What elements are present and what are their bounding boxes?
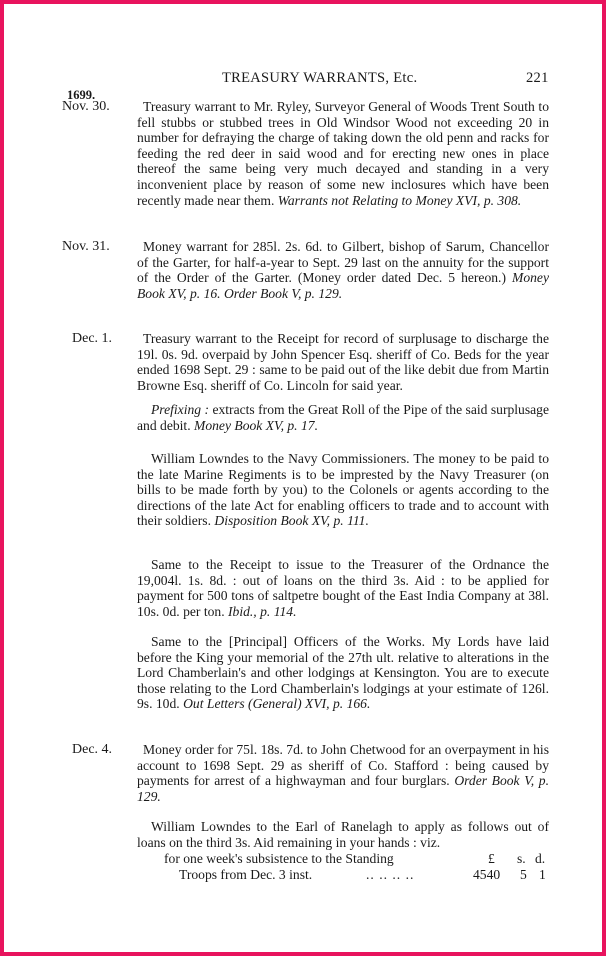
amount-pound: 4540: [473, 867, 501, 882]
dot-leaders: .. .. .. ..: [366, 867, 415, 882]
prefixing-label: Prefixing :: [151, 402, 210, 417]
entry-text: [137, 819, 549, 850]
year-label: 1699.: [67, 88, 96, 102]
entry-body: William Lowndes to the Navy Commissioners. The money to be paid to the late Marine Regiments is to be imprested by the Navy Treasurer (on bills to be made forth by you) to the Colonels or agents according to the directions of the late Act for enabling officers to trade and to account with their soldiers.: [137, 451, 549, 529]
entry-reference: Disposition Book XV, p. 111.: [214, 513, 369, 529]
entry-body: Same to the Receipt to issue to the Treasurer of the Ordnance the 19,004l. 1s. 8d. : out of loans on the third 3s. Aid : to be applied for payment for 500 tons of saltpetre bought of the East India Company at 38l. 10s. 0d. per ton.: [137, 557, 549, 619]
entry-reference: Warrants not Relating to Money XVI, p. 308.: [277, 192, 522, 208]
entry-date: Dec. 1.: [72, 331, 113, 346]
entry-body: Money order for 75l. 18s. 7d. to John Chetwood for an overpayment in his account to 1698 Sept. 29 as sheriff of Co. Stafford : being caused by payments for arrest of a highwayman and four burglars.: [137, 742, 549, 789]
running-header: [4, 70, 602, 88]
entry-text: [137, 634, 549, 712]
entry-text: [137, 742, 549, 804]
entry-body: Treasury warrant to Mr. Ryley, Surveyor General of Woods Trent South to fell stubbs or stubbed trees in Old Windsor Wood not exceeding 20 in number for defraying the charge of taking down the old penn and racks for feeding the red deer in said wood and for erecting new ones in place thereof the same being very much decayed and standing in a very inconvenient place by reason of some new inclosures which have been recently made near them.: [137, 99, 549, 208]
entry-text: [137, 239, 549, 301]
amount-shillings: 5: [520, 867, 527, 882]
entry-date: Nov. 30.: [62, 99, 110, 114]
entry-body: Treasury warrant to the Receipt for record of surplusage to discharge the 19l. 0s. 9d. overpaid by John Spencer Esq. sheriff of Co. Beds for the year ended 1698 Sept. 29 : same to be paid out of the like debit due from Martin Browne Esq. sheriff of Co. Lincoln for said year.: [137, 331, 549, 393]
column-pound: £: [488, 851, 495, 866]
entry-body: Same to the [Principal] Officers of the Works. My Lords have laid before the King your memorial of the 27th ult. relative to alterations in the Lord Chamberlain's and other lodgings at Kensington. You are to execute those relating to the Lord Chamberlain's lodgings at your estimate of 126l. 9s. 10d.: [137, 634, 549, 712]
entry-date: Nov. 31.: [62, 239, 110, 254]
amount-pence: 1: [539, 867, 546, 882]
entry-body: Money warrant for 285l. 2s. 6d. to Gilbert, bishop of Sarum, Chancellor of the Garter, for half-a-year to Sept. 29 last on the annuity for the support of the Order of the Garter. (Money order dated Dec. 5 hereon.): [137, 239, 549, 286]
page-number: 221: [526, 70, 549, 86]
header-title: TREASURY WARRANTS, Etc.: [222, 70, 418, 86]
entry-reference: Ibid., p. 114.: [228, 603, 297, 619]
column-shillings: s.: [517, 851, 526, 866]
entry-text: [137, 99, 549, 208]
entry-reference: Order Book V, p. 129.: [137, 773, 549, 804]
entry-reference: Money Book XV, p. 16. Order Book V, p. 129.: [137, 270, 549, 301]
account-line-1: for one week's subsistence to the Standing: [164, 851, 394, 866]
prefixing-note: [137, 402, 549, 433]
entry-body: William Lowndes to the Earl of Ranelagh to apply as follows out of loans on the third 3s. Aid remaining in your hands : viz.: [137, 819, 549, 850]
prefixing-text: extracts from the Great Roll of the Pipe of the said surplusage and debit.: [137, 402, 549, 433]
document-page: [4, 4, 602, 952]
account-line-2: Troops from Dec. 3 inst.: [179, 867, 313, 882]
prefixing-reference: Money Book XV, p. 17.: [194, 417, 318, 433]
entry-text: [137, 331, 549, 393]
entry-reference: Out Letters (General) XVI, p. 166.: [183, 696, 371, 712]
column-pence: d.: [535, 851, 546, 866]
entry-text: [137, 451, 549, 529]
entry-date: Dec. 4.: [72, 742, 113, 757]
entry-text: [137, 557, 549, 619]
